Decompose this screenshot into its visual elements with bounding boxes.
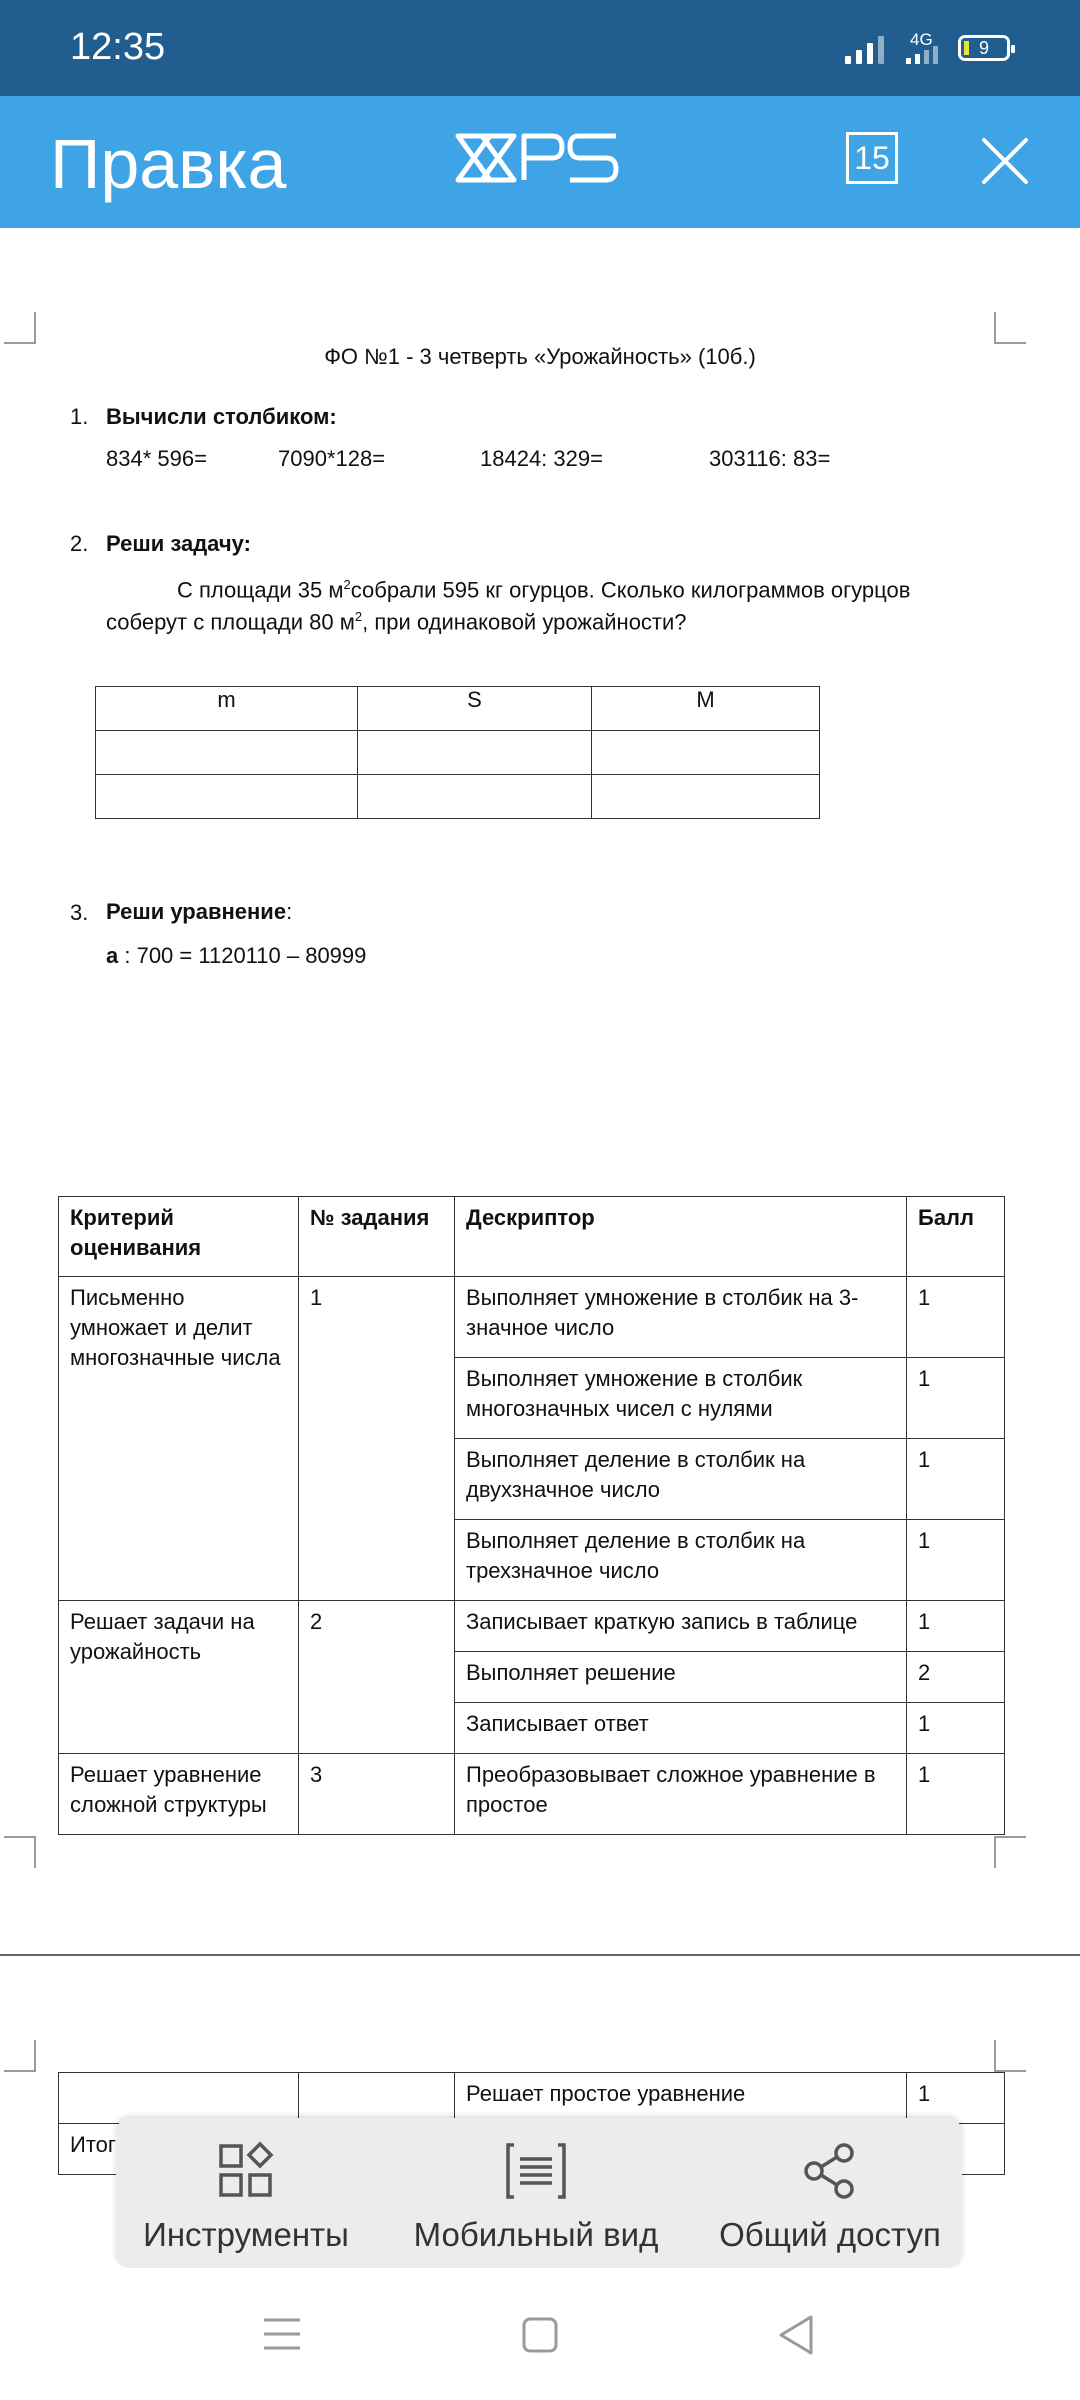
criteria-header-score: Балл <box>907 1197 1005 1277</box>
status-time: 12:35 <box>70 26 166 68</box>
back-nav-icon[interactable] <box>778 2314 814 2361</box>
descriptor-cell: Выполняет деление в столбик на двухзначное число <box>455 1439 907 1520</box>
score-cell: 1 <box>907 1439 1005 1520</box>
battery-icon <box>958 35 1010 61</box>
bottom-toolbar <box>116 2118 962 2268</box>
mobile-view-label: Мобильный вид <box>413 2216 659 2253</box>
criteria-header-task: № задания <box>299 1197 455 1277</box>
task-cell: 1 <box>299 1277 455 1601</box>
table-row <box>96 731 820 775</box>
table-header-big-m: M <box>592 687 820 731</box>
status-bar <box>0 0 1080 96</box>
document-page[interactable] <box>0 228 1080 2228</box>
app-bar <box>0 96 1080 228</box>
edit-button[interactable]: Правка <box>50 125 287 203</box>
table-header-m: m <box>96 687 358 731</box>
table-header-s: S <box>358 687 592 731</box>
criterion-cell: Решает задачи на урожайность <box>59 1601 299 1754</box>
task-cell: 3 <box>299 1754 455 1835</box>
criterion-cell: Письменно умножает и делит многозначные числа <box>59 1277 299 1601</box>
total-label: Итог <box>59 2124 299 2175</box>
mobile-view-button[interactable] <box>406 2118 666 2268</box>
page-corner-mark <box>994 1836 1026 1868</box>
page-corner-mark <box>994 312 1026 344</box>
score-cell: 1 <box>907 1520 1005 1601</box>
problem-text-line-2: соберут с площади 80 $м^2$, при одинаковой урожайности? <box>106 609 687 635</box>
score-cell: 1 <box>907 1601 1005 1652</box>
criteria-table <box>58 1196 1005 1835</box>
expression-3: 18424: 329= <box>480 446 603 471</box>
page-count-button[interactable]: 15 <box>846 132 898 184</box>
mobile-view-icon <box>504 2140 568 2202</box>
expression-4: 303116: 83= <box>709 446 831 471</box>
descriptor-cell: Выполняет умножение в столбик многозначных чисел с нулями <box>455 1358 907 1439</box>
score-cell: 1 <box>907 1358 1005 1439</box>
descriptor-cell: Выполняет умножение в столбик на 3-значное число <box>455 1277 907 1358</box>
question-3-title: Реши уравнение: <box>106 899 293 924</box>
share-icon <box>800 2140 860 2202</box>
close-icon[interactable] <box>980 136 1030 191</box>
home-nav-icon[interactable] <box>521 2316 559 2359</box>
tools-label: Инструменты <box>143 2216 349 2253</box>
problem-table <box>95 686 820 819</box>
problem-text-line-1: С площади 35 $м^2собрали$ 595 кг огурцов. Сколько килограммов огурцов <box>177 577 911 603</box>
battery-level: 9 <box>978 37 989 58</box>
tools-icon <box>216 2140 276 2202</box>
question-1-number: 1. <box>70 404 89 429</box>
score-cell: 1 <box>907 1703 1005 1754</box>
score-cell: 1 <box>907 2073 1005 2124</box>
share-button[interactable] <box>710 2118 950 2268</box>
question-2-number: 2. <box>70 531 89 556</box>
criteria-header-criterion: Критерий оценивания <box>59 1197 299 1277</box>
network-icon <box>904 32 938 64</box>
score-cell: 1 <box>907 1277 1005 1358</box>
criterion-cell: Решает уравнение сложной структуры <box>59 1754 299 1835</box>
network-type: 4G <box>910 30 933 49</box>
share-label: Общий доступ <box>719 2216 941 2253</box>
page-corner-mark <box>994 2040 1026 2072</box>
question-2-title: Реши задачу: <box>106 531 251 556</box>
system-nav-bar <box>0 2268 1080 2400</box>
expression-2: 7090*128= <box>278 446 386 471</box>
question-1-title: Вычисли столбиком: <box>106 404 337 429</box>
descriptor-cell: Выполняет деление в столбик на трехзначное число <box>455 1520 907 1601</box>
question-3-number: 3. <box>70 900 89 925</box>
page-corner-mark <box>4 312 36 344</box>
descriptor-cell: Записывает краткую запись в таблице <box>455 1601 907 1652</box>
page-separator <box>0 1954 1080 1956</box>
wps-logo <box>452 126 628 195</box>
descriptor-cell: Записывает ответ <box>455 1703 907 1754</box>
descriptor-cell: Преобразовывает сложное уравнение в простое <box>455 1754 907 1835</box>
task-cell: 2 <box>299 1601 455 1754</box>
equation: а : 700 = 1120110 – 80999 <box>106 943 367 968</box>
score-cell: 2 <box>907 1652 1005 1703</box>
page-corner-mark <box>4 1836 36 1868</box>
document-title: ФО №1 - 3 четверть «Урожайность» (10б.) <box>324 344 756 369</box>
descriptor-cell: Решает простое уравнение <box>455 2073 907 2124</box>
score-cell: 1 <box>907 1754 1005 1835</box>
descriptor-cell: Выполняет решение <box>455 1652 907 1703</box>
table-row <box>96 775 820 819</box>
status-icons <box>845 30 1010 66</box>
criteria-header-descriptor: Дескриптор <box>455 1197 907 1277</box>
menu-nav-icon[interactable] <box>262 2316 302 2357</box>
tools-button[interactable] <box>136 2118 356 2268</box>
signal-icon <box>845 32 884 64</box>
expression-1: 834* 596= <box>106 446 207 471</box>
page-corner-mark <box>4 2040 36 2072</box>
